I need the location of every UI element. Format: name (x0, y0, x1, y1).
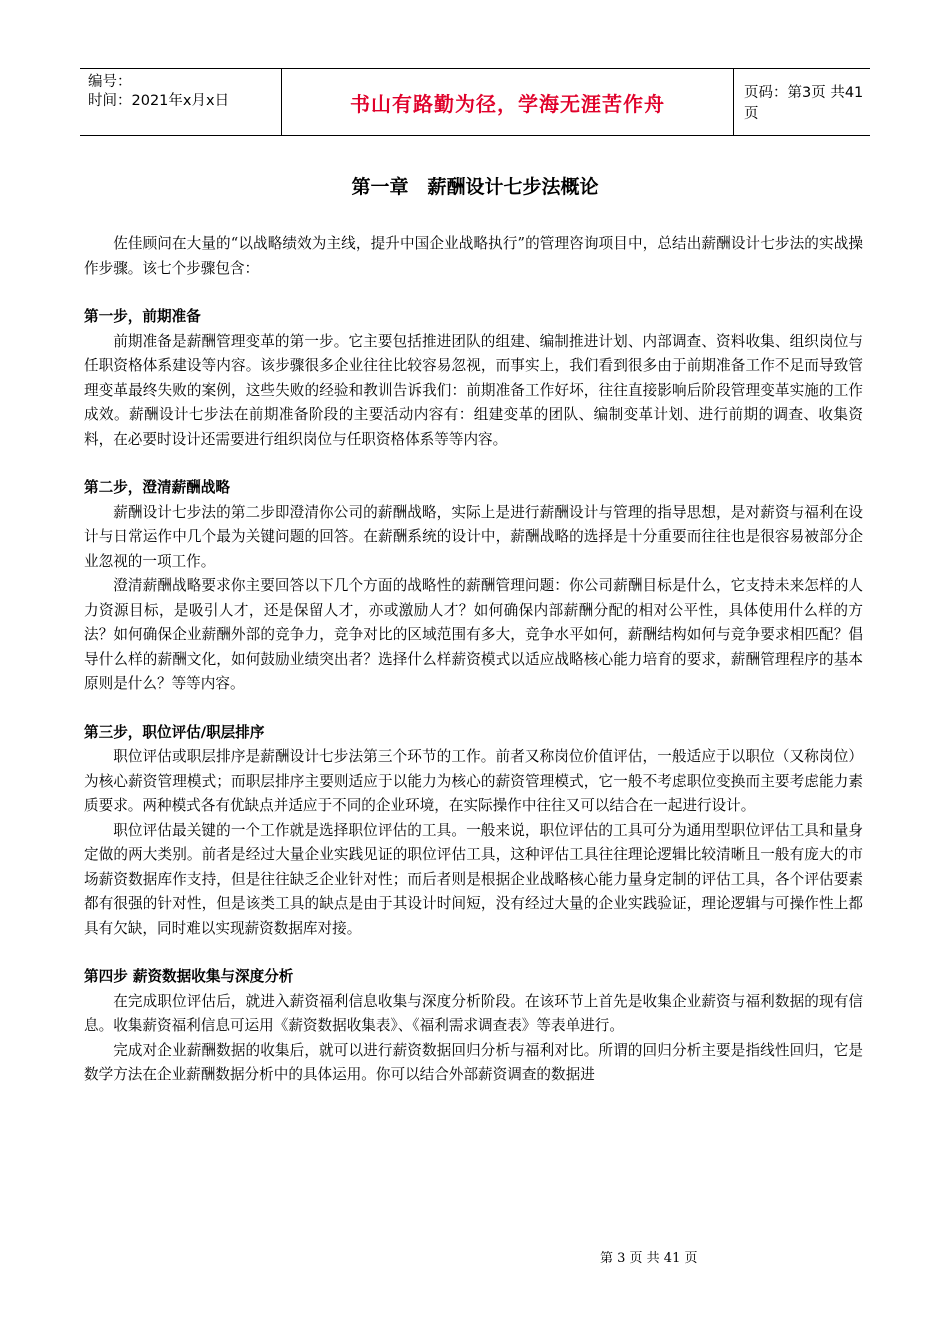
number-label: 编号： (88, 74, 132, 90)
paragraph: 前期准备是薪酬管理变革的第一步。它主要包括推进团队的组建、编制推进计划、内部调查、资料收集、组织岗位与任职资格体系建设等内容。该步骤很多企业往往比较容易忽视，而事实上，我们看到很多由于前期准备工作不足而导致管理变革最终失败的案例，这些失败的经验和教训告诉我们：前期准备工作好坏，往往直接影响后阶段管理变革实施的工作成效。薪酬设计七步法在前期准备阶段的主要活动内容有：组建变革的团队、编制变革计划、进行前期的调查、收集资料，在必要时设计还需要进行组织岗位与任职资格体系等等内容。 (84, 332, 863, 448)
paragraph: 薪酬设计七步法的第二步即澄清你公司的薪酬战略，实际上是进行薪酬设计与管理的指导思想，是对薪资与福利在设计与日常运作中几个最为关键问题的回答。在薪酬系统的设计中，薪酬战略的选择是十分重要而往往也是很容易被部分企业忽视的一项工作。 (84, 503, 863, 570)
page-footer: 第 3 页 共 41 页 (600, 1251, 698, 1266)
paragraph: 在完成职位评估后，就进入薪资福利信息收集与深度分析阶段。在该环节上首先是收集企业薪资与福利数据的现有信息。收集薪资福利信息可运用《薪资数据收集表》、《福利需求调查表》等表单进行。 (84, 992, 863, 1034)
chapter-title: 第一章 薪酬设计七步法概论 (351, 176, 599, 198)
page-label: 页码：第3页 共41页 (744, 85, 864, 122)
intro-paragraph: 佐佳顾问在大量的“以战略绩效为主线，提升中国企业战略执行”的管理咨询项目中，总结出薪酬设计七步法的实战操作步骤。该七个步骤包含： (84, 235, 863, 277)
section-heading-step4: 第四步 薪资数据收集与深度分析 (84, 968, 294, 985)
header-meta-cell (80, 69, 282, 135)
paragraph: 澄清薪酬战略要求你主要回答以下几个方面的战略性的薪酬管理问题：你公司薪酬目标是什么，它支持未来怎样的人力资源目标，是吸引人才，还是保留人才，亦或激励人才？如何确保内部薪酬分配的相对公平性，具体使用什么样的方法？如何确保企业薪酬外部的竞争力，竞争对比的区域范围有多大，竞争水平如何，薪酬结构如何与竞争要求相匹配？倡导什么样的薪酬文化，如何鼓励业绩突出者？选择什么样薪资模式以适应战略核心能力培育的要求，薪酬管理程序的基本原则是什么？等等内容。 (84, 577, 863, 692)
paragraph: 职位评估最关键的一个工作就是选择职位评估的工具。一般来说，职位评估的工具可分为通用型职位评估工具和量身定做的两大类别。前者是经过大量企业实践见证的职位评估工具，这种评估工具往往理论逻辑比较清晰且一般有庞大的市场薪资数据库作支持，但是往往缺乏企业针对性；而后者则是根据企业战略核心能力量身定制的评估工具，各个评估要素都有很强的针对性，但是该类工具的缺点是由于其设计时间短，没有经过大量的企业实践验证，理论逻辑与可操作性上都具有欠缺，同时难以实现薪资数据库对接。 (84, 821, 863, 937)
section-heading-step1: 第一步，前期准备 (84, 308, 201, 325)
section-heading-step2: 第二步，澄清薪酬战略 (84, 479, 230, 496)
motto-text: 书山有路勤为径，学海无涯苦作舟 (350, 91, 665, 116)
paragraph: 完成对企业薪酬数据的收集后，就可以进行薪资数据回归分析与福利对比。所谓的回归分析主要是指线性回归，它是数学方法在企业薪酬数据分析中的具体运用。你可以结合外部薪资调查的数据进 (84, 1041, 863, 1083)
header-page-cell (734, 69, 870, 135)
time-label: 时间：2021年x月x日 (88, 93, 230, 109)
section-heading-step3: 第三步，职位评估/职层排序 (84, 723, 265, 741)
page-header (80, 68, 870, 136)
paragraph: 职位评估或职层排序是薪酬设计七步法第三个环节的工作。前者又称岗位价值评估，一般适应于以职位（又称岗位）为核心薪资管理模式；而职层排序主要则适应于以能力为核心的薪资管理模式，它一般不考虑职位变换而主要考虑能力素质要求。两种模式各有优缺点并适应于不同的企业环境，在实际操作中往往又可以结合在一起进行设计。 (84, 748, 863, 814)
document-body (84, 232, 863, 1088)
header-motto-cell (282, 69, 734, 135)
